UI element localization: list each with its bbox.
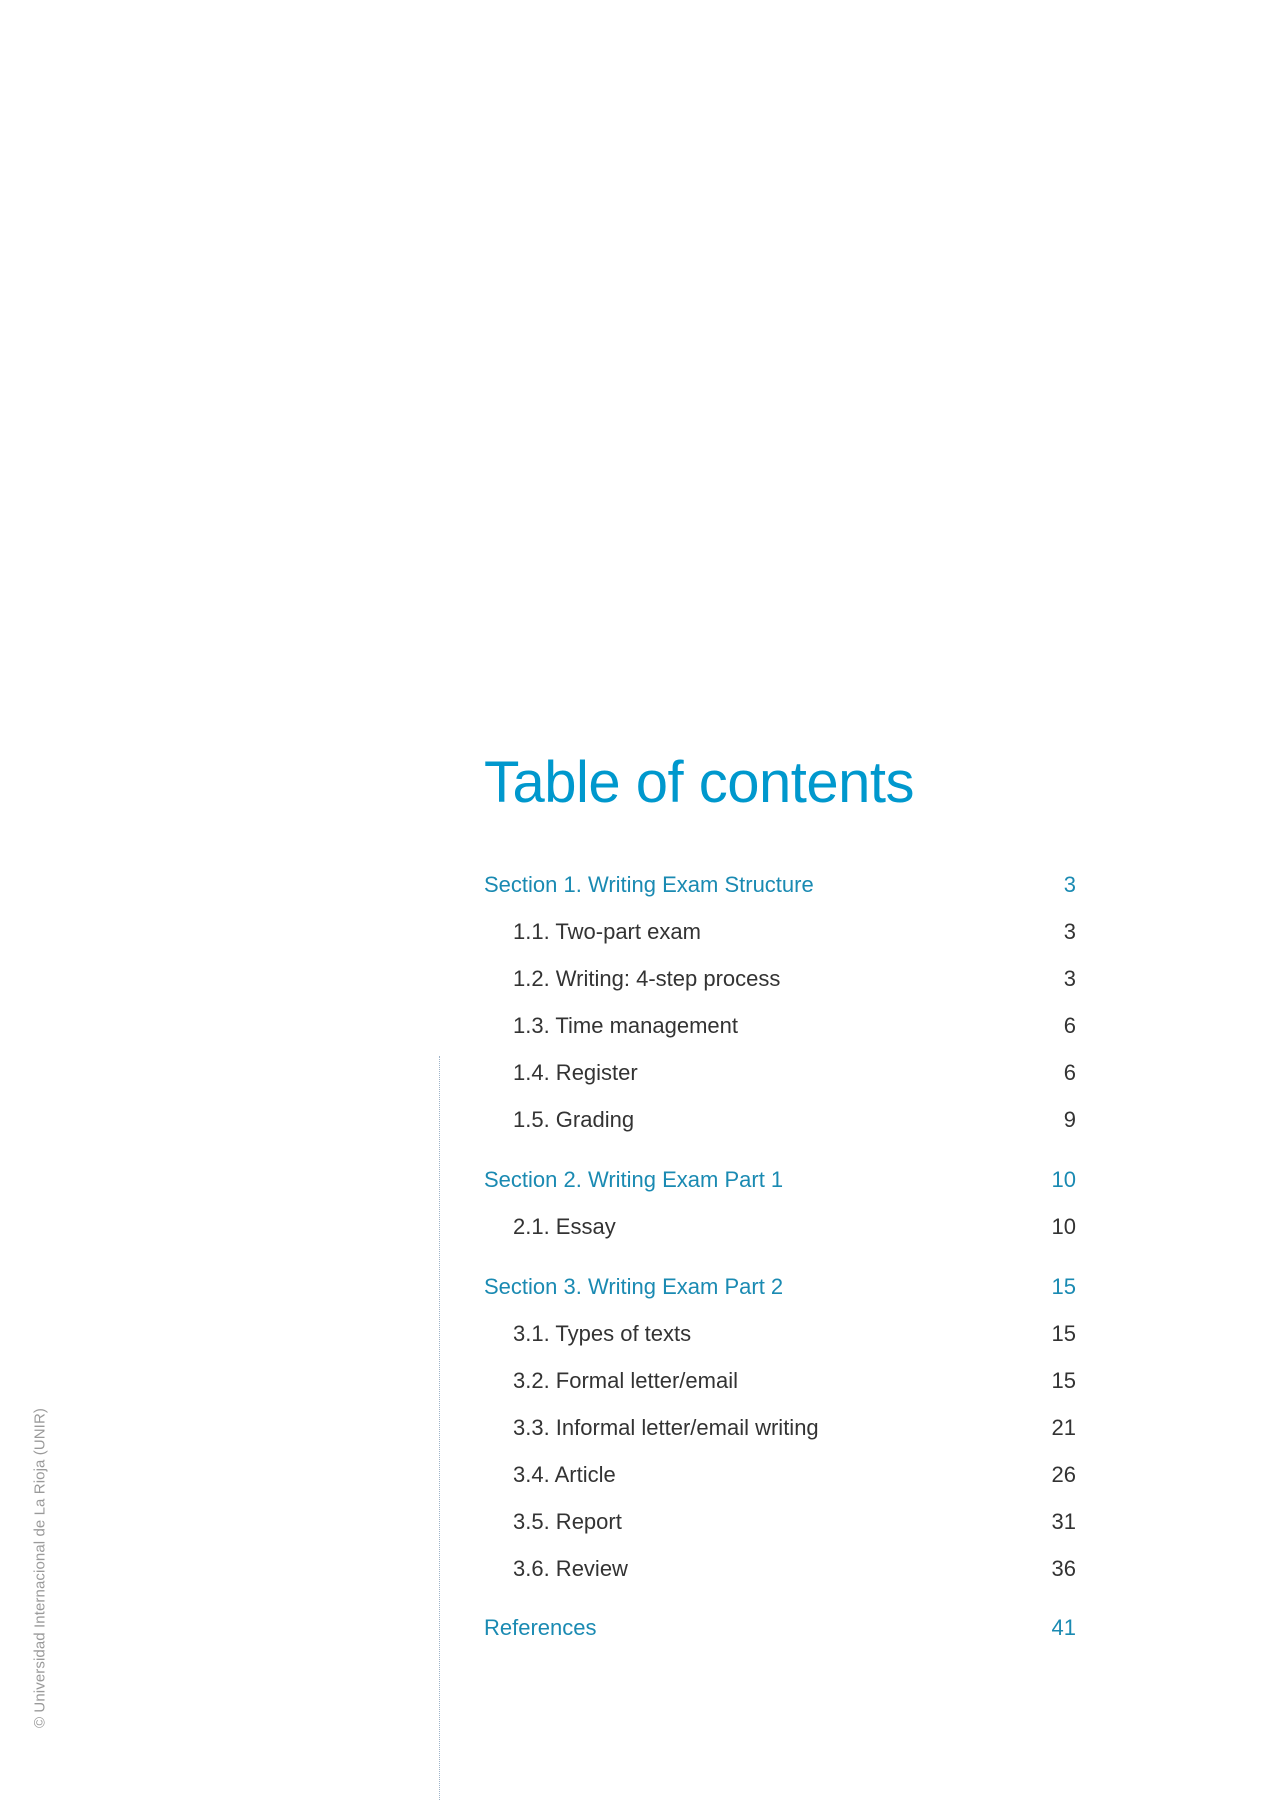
toc-entry-page-number: 9	[1063, 1107, 1076, 1132]
toc-entry-section-2[interactable]	[484, 1164, 1076, 1196]
toc-entry-1-4[interactable]	[484, 1057, 1076, 1089]
toc-entry-label: 3.6. Review	[513, 1556, 628, 1581]
toc-entry-3-5[interactable]	[484, 1506, 1076, 1538]
toc-entry-label: 3.3. Informal letter/email writing	[513, 1415, 819, 1440]
toc-entry-page-number: 31	[1051, 1509, 1076, 1534]
toc-entry-page-number: 10	[1051, 1167, 1076, 1192]
toc-entry-page-number: 36	[1051, 1556, 1076, 1581]
toc-entry-page-number: 26	[1051, 1462, 1076, 1487]
copyright-notice: © Universidad Internacional de La Rioja (UNIR)	[31, 1408, 49, 1728]
toc-entry-3-3[interactable]	[484, 1412, 1076, 1444]
page-title: Table of contents	[484, 750, 915, 815]
toc-entry-page-number: 15	[1051, 1274, 1076, 1299]
toc-entry-label: 2.1. Essay	[513, 1214, 616, 1239]
toc-entry-page-number: 21	[1051, 1415, 1076, 1440]
toc-entry-label: 1.2. Writing: 4-step process	[513, 966, 781, 991]
toc-entry-label: 1.5. Grading	[513, 1107, 635, 1132]
toc-entry-page-number: 6	[1063, 1013, 1076, 1038]
toc-entry-1-5[interactable]	[484, 1104, 1076, 1136]
toc-entry-label: Section 3. Writing Exam Part 2	[484, 1274, 784, 1299]
toc-entry-1-1[interactable]	[484, 916, 1076, 948]
toc-entry-page-number: 15	[1051, 1321, 1076, 1346]
vertical-divider	[439, 1056, 440, 1800]
toc-entry-page-number: 3	[1063, 872, 1076, 897]
toc-entry-label: 3.1. Types of texts	[513, 1321, 692, 1346]
toc-entry-3-1[interactable]	[484, 1318, 1076, 1350]
toc-entry-3-6[interactable]	[484, 1553, 1076, 1585]
toc-entry-page-number: 3	[1063, 966, 1076, 991]
toc-entry-3-4[interactable]	[484, 1459, 1076, 1491]
toc-entry-page-number: 41	[1051, 1615, 1076, 1640]
toc-entry-section-3[interactable]	[484, 1271, 1076, 1303]
toc-entry-references[interactable]	[484, 1612, 1076, 1644]
toc-entry-page-number: 3	[1063, 919, 1076, 944]
toc-entry-label: References	[484, 1615, 597, 1640]
toc-entry-1-2[interactable]	[484, 963, 1076, 995]
toc-entry-page-number: 10	[1051, 1214, 1076, 1239]
toc-entry-label: 1.3. Time management	[513, 1013, 739, 1038]
toc-entry-section-1[interactable]	[484, 869, 1076, 901]
toc-entry-page-number: 6	[1063, 1060, 1076, 1085]
toc-entry-label: 3.5. Report	[513, 1509, 622, 1534]
toc-entry-1-3[interactable]	[484, 1010, 1076, 1042]
toc-entry-2-1[interactable]	[484, 1211, 1076, 1243]
toc-entry-label: 1.4. Register	[513, 1060, 638, 1085]
toc-entry-label: 1.1. Two-part exam	[513, 919, 701, 944]
toc-entry-label: Section 1. Writing Exam Structure	[484, 872, 814, 897]
toc-entry-label: 3.2. Formal letter/email	[513, 1368, 738, 1393]
toc-entry-3-2[interactable]	[484, 1365, 1076, 1397]
toc-entry-label: 3.4. Article	[513, 1462, 616, 1487]
toc-entry-page-number: 15	[1051, 1368, 1076, 1393]
toc-entry-label: Section 2. Writing Exam Part 1	[484, 1167, 784, 1192]
